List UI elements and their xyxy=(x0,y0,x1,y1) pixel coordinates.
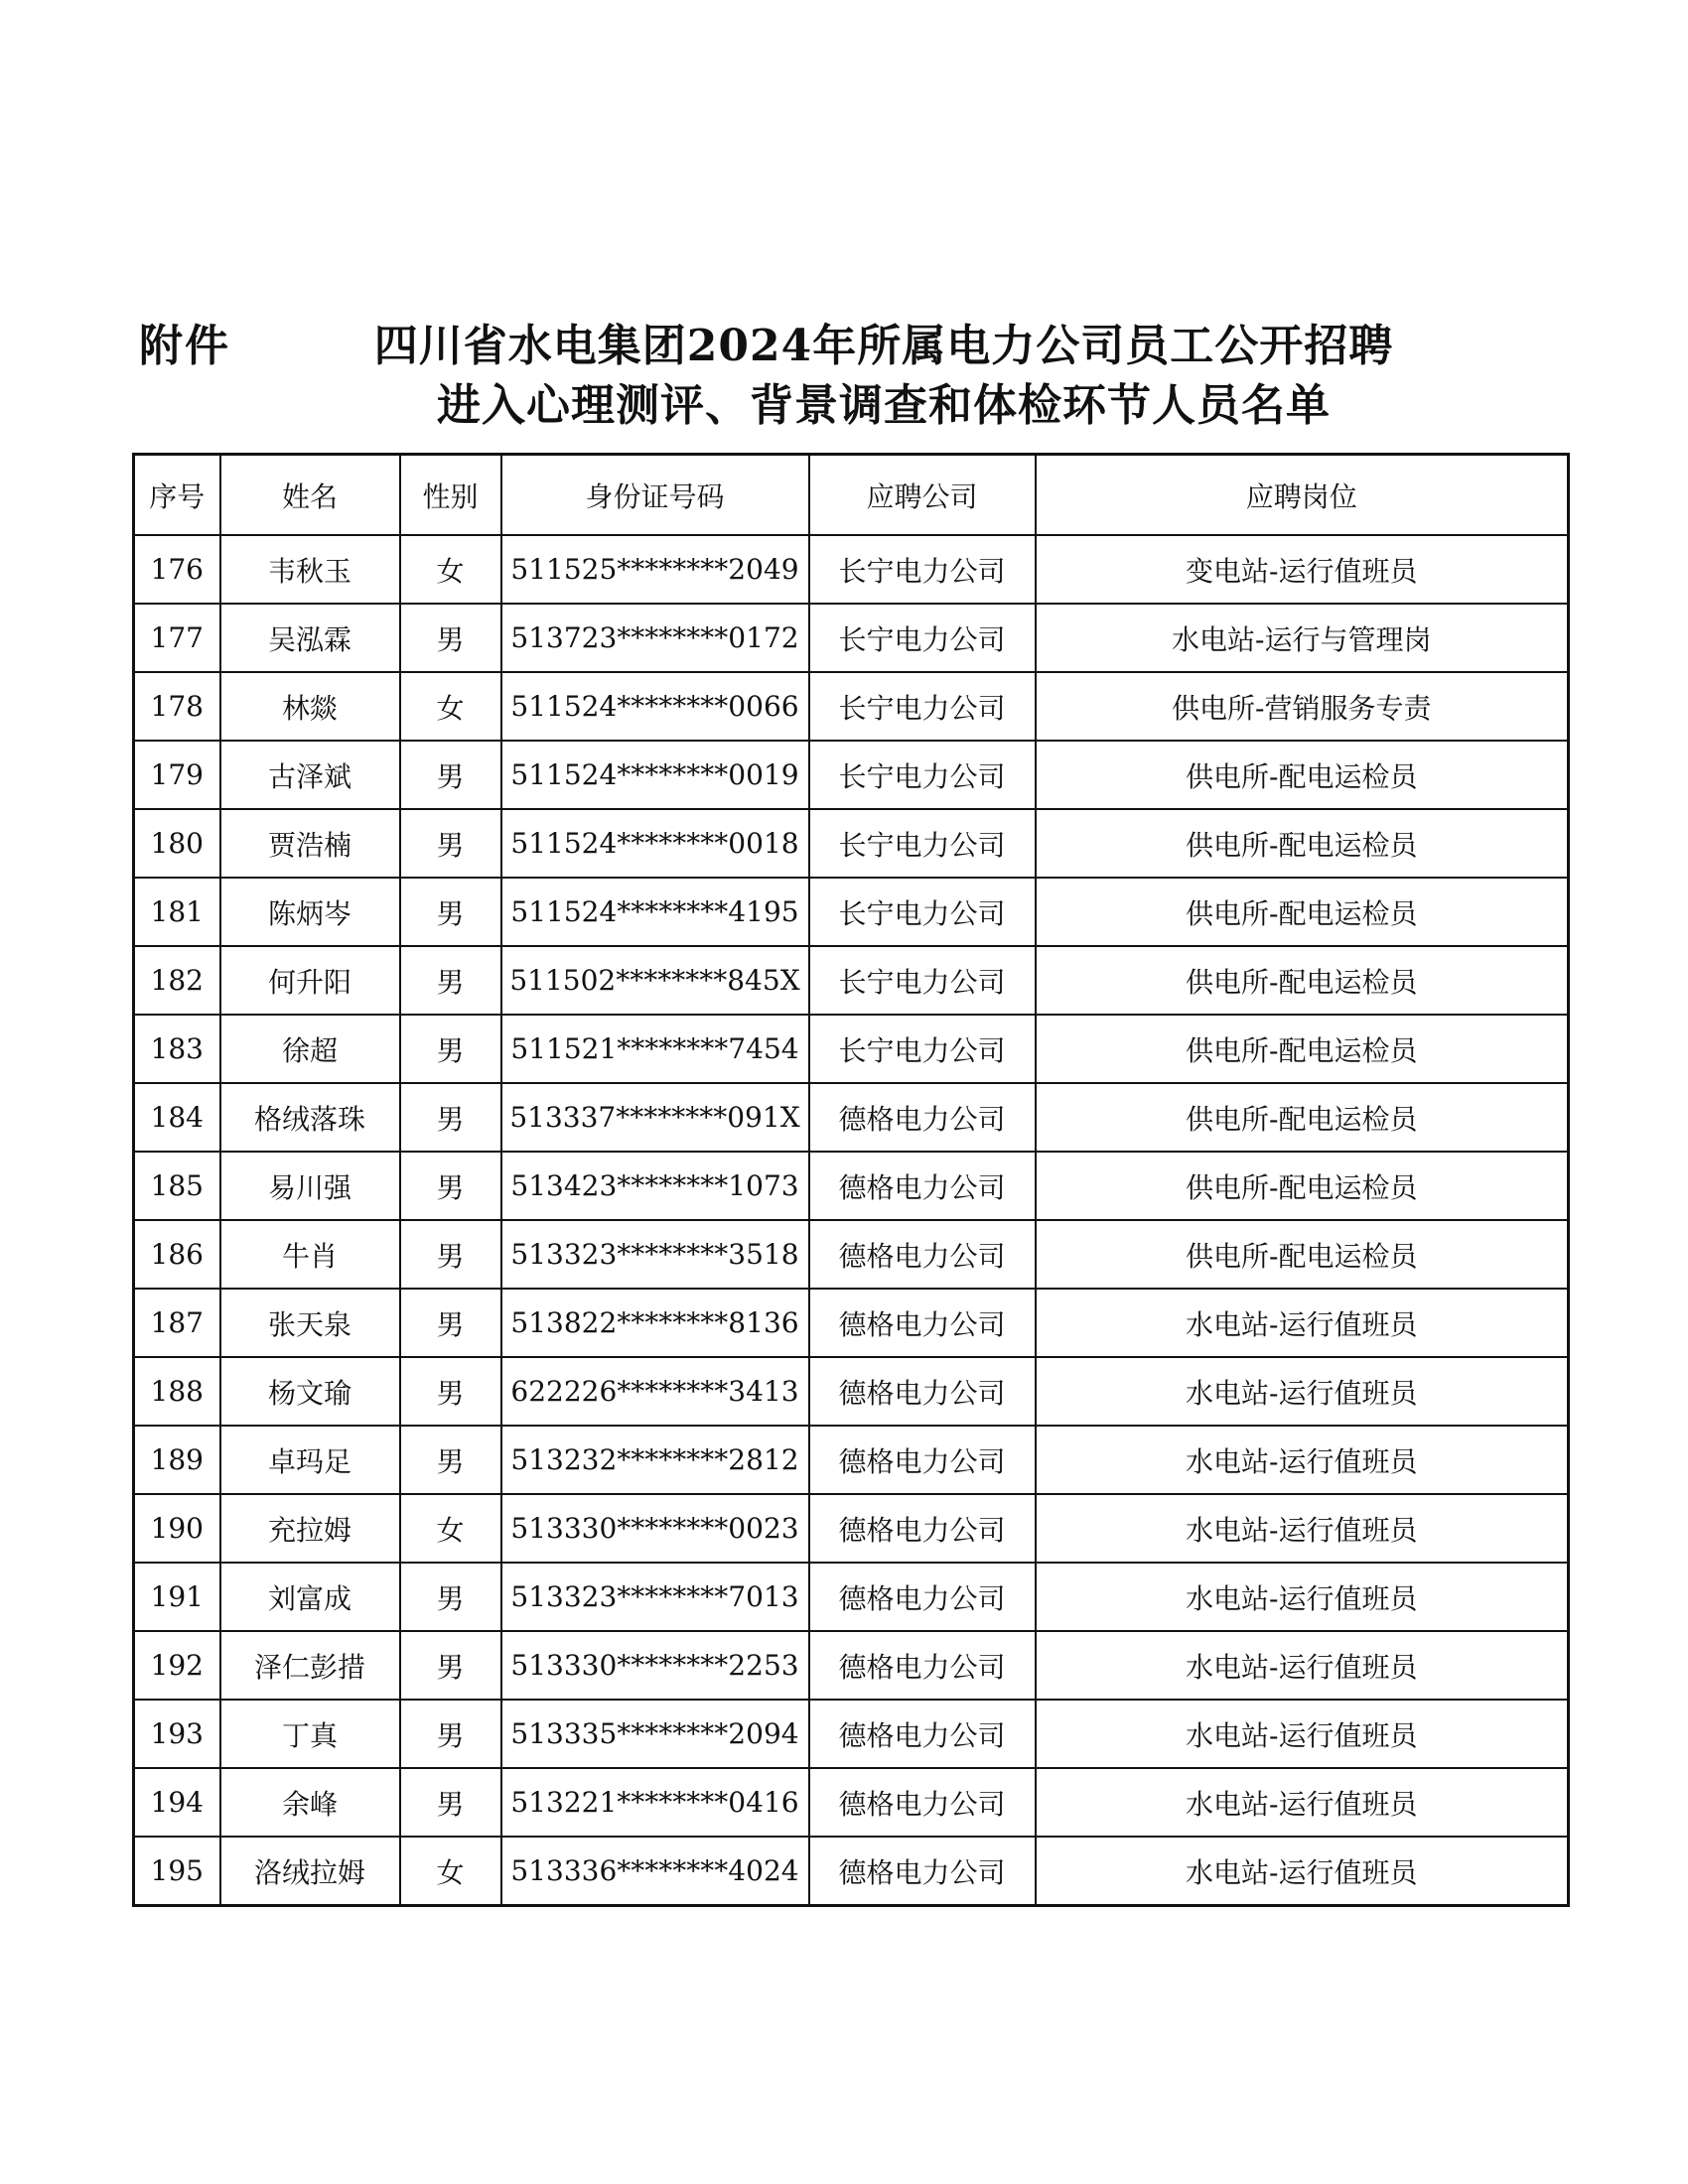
id-number-cell: 513335********2094 xyxy=(501,1700,809,1768)
table-row xyxy=(134,1357,1569,1426)
seq-cell: 177 xyxy=(134,604,220,672)
table-row xyxy=(134,1426,1569,1494)
position-cell: 供电所-配电运检员 xyxy=(1036,1083,1569,1152)
position-cell: 水电站-运行值班员 xyxy=(1036,1289,1569,1357)
gender-cell: 男 xyxy=(400,741,501,809)
seq-cell: 188 xyxy=(134,1357,220,1426)
table-row xyxy=(134,1768,1569,1837)
id-number-cell: 513221********0416 xyxy=(501,1768,809,1837)
id-number-cell: 513323********3518 xyxy=(501,1220,809,1289)
name-cell: 徐超 xyxy=(220,1015,400,1083)
gender-cell: 女 xyxy=(400,1837,501,1906)
seq-cell: 194 xyxy=(134,1768,220,1837)
position-cell: 供电所-配电运检员 xyxy=(1036,946,1569,1015)
name-cell: 古泽斌 xyxy=(220,741,400,809)
company-cell: 德格电力公司 xyxy=(809,1768,1036,1837)
company-cell: 德格电力公司 xyxy=(809,1563,1036,1631)
table-row xyxy=(134,1631,1569,1700)
position-cell: 水电站-运行值班员 xyxy=(1036,1631,1569,1700)
id-number-cell: 513336********4024 xyxy=(501,1837,809,1906)
company-cell: 长宁电力公司 xyxy=(809,604,1036,672)
gender-cell: 男 xyxy=(400,1220,501,1289)
gender-cell: 男 xyxy=(400,1631,501,1700)
gender-cell: 男 xyxy=(400,1015,501,1083)
header-name: 姓名 xyxy=(220,455,400,536)
name-cell: 林燚 xyxy=(220,672,400,741)
gender-cell: 男 xyxy=(400,1768,501,1837)
company-cell: 长宁电力公司 xyxy=(809,535,1036,604)
position-cell: 供电所-营销服务专责 xyxy=(1036,672,1569,741)
table-row xyxy=(134,1015,1569,1083)
gender-cell: 男 xyxy=(400,878,501,946)
name-cell: 卓玛足 xyxy=(220,1426,400,1494)
position-cell: 供电所-配电运检员 xyxy=(1036,1015,1569,1083)
table-row xyxy=(134,1837,1569,1906)
company-cell: 德格电力公司 xyxy=(809,1700,1036,1768)
seq-cell: 191 xyxy=(134,1563,220,1631)
position-cell: 水电站-运行值班员 xyxy=(1036,1700,1569,1768)
company-cell: 德格电力公司 xyxy=(809,1357,1036,1426)
id-number-cell: 511524********0066 xyxy=(501,672,809,741)
position-cell: 水电站-运行值班员 xyxy=(1036,1426,1569,1494)
seq-cell: 193 xyxy=(134,1700,220,1768)
name-cell: 刘富成 xyxy=(220,1563,400,1631)
id-number-cell: 513337********091X xyxy=(501,1083,809,1152)
gender-cell: 男 xyxy=(400,1357,501,1426)
company-cell: 德格电力公司 xyxy=(809,1220,1036,1289)
seq-cell: 178 xyxy=(134,672,220,741)
position-cell: 水电站-运行值班员 xyxy=(1036,1357,1569,1426)
position-cell: 供电所-配电运检员 xyxy=(1036,741,1569,809)
id-number-cell: 513423********1073 xyxy=(501,1152,809,1220)
id-number-cell: 513232********2812 xyxy=(501,1426,809,1494)
table-row xyxy=(134,1289,1569,1357)
position-cell: 水电站-运行值班员 xyxy=(1036,1494,1569,1563)
company-cell: 长宁电力公司 xyxy=(809,741,1036,809)
table-body xyxy=(134,535,1569,1906)
table-row xyxy=(134,1152,1569,1220)
seq-cell: 184 xyxy=(134,1083,220,1152)
position-cell: 水电站-运行与管理岗 xyxy=(1036,604,1569,672)
gender-cell: 男 xyxy=(400,809,501,878)
company-cell: 德格电力公司 xyxy=(809,1494,1036,1563)
header-seq: 序号 xyxy=(134,455,220,536)
name-cell: 韦秋玉 xyxy=(220,535,400,604)
company-cell: 德格电力公司 xyxy=(809,1083,1036,1152)
table-row xyxy=(134,946,1569,1015)
name-cell: 格绒落珠 xyxy=(220,1083,400,1152)
position-cell: 水电站-运行值班员 xyxy=(1036,1563,1569,1631)
personnel-table xyxy=(132,453,1570,1907)
seq-cell: 179 xyxy=(134,741,220,809)
seq-cell: 186 xyxy=(134,1220,220,1289)
table-row xyxy=(134,809,1569,878)
header-id-number: 身份证号码 xyxy=(501,455,809,536)
seq-cell: 183 xyxy=(134,1015,220,1083)
id-number-cell: 513330********2253 xyxy=(501,1631,809,1700)
attachment-label: 附件 xyxy=(139,321,230,371)
table-row xyxy=(134,1220,1569,1289)
id-number-cell: 513330********0023 xyxy=(501,1494,809,1563)
table-row xyxy=(134,672,1569,741)
document-title-line-1: 四川省水电集团2024年所属电力公司员工公开招聘 xyxy=(373,321,1394,371)
position-cell: 供电所-配电运检员 xyxy=(1036,809,1569,878)
company-cell: 德格电力公司 xyxy=(809,1289,1036,1357)
name-cell: 易川强 xyxy=(220,1152,400,1220)
position-cell: 供电所-配电运检员 xyxy=(1036,1220,1569,1289)
company-cell: 长宁电力公司 xyxy=(809,809,1036,878)
id-number-cell: 513723********0172 xyxy=(501,604,809,672)
name-cell: 充拉姆 xyxy=(220,1494,400,1563)
gender-cell: 女 xyxy=(400,672,501,741)
gender-cell: 男 xyxy=(400,1700,501,1768)
name-cell: 丁真 xyxy=(220,1700,400,1768)
name-cell: 何升阳 xyxy=(220,946,400,1015)
name-cell: 杨文瑜 xyxy=(220,1357,400,1426)
header-position: 应聘岗位 xyxy=(1036,455,1569,536)
position-cell: 供电所-配电运检员 xyxy=(1036,878,1569,946)
id-number-cell: 511521********7454 xyxy=(501,1015,809,1083)
gender-cell: 男 xyxy=(400,1083,501,1152)
gender-cell: 男 xyxy=(400,946,501,1015)
document-title-line-2: 进入心理测评、背景调查和体检环节人员名单 xyxy=(437,380,1331,431)
name-cell: 洛绒拉姆 xyxy=(220,1837,400,1906)
name-cell: 贾浩楠 xyxy=(220,809,400,878)
table-row xyxy=(134,1083,1569,1152)
position-cell: 水电站-运行值班员 xyxy=(1036,1768,1569,1837)
company-cell: 长宁电力公司 xyxy=(809,878,1036,946)
id-number-cell: 622226********3413 xyxy=(501,1357,809,1426)
position-cell: 变电站-运行值班员 xyxy=(1036,535,1569,604)
position-cell: 水电站-运行值班员 xyxy=(1036,1837,1569,1906)
company-cell: 长宁电力公司 xyxy=(809,1015,1036,1083)
seq-cell: 185 xyxy=(134,1152,220,1220)
gender-cell: 女 xyxy=(400,535,501,604)
company-cell: 长宁电力公司 xyxy=(809,946,1036,1015)
id-number-cell: 511525********2049 xyxy=(501,535,809,604)
table-row xyxy=(134,878,1569,946)
gender-cell: 男 xyxy=(400,1152,501,1220)
gender-cell: 男 xyxy=(400,604,501,672)
seq-cell: 181 xyxy=(134,878,220,946)
seq-cell: 195 xyxy=(134,1837,220,1906)
id-number-cell: 511524********0019 xyxy=(501,741,809,809)
id-number-cell: 513822********8136 xyxy=(501,1289,809,1357)
id-number-cell: 513323********7013 xyxy=(501,1563,809,1631)
table-header-row xyxy=(134,455,1569,536)
position-cell: 供电所-配电运检员 xyxy=(1036,1152,1569,1220)
seq-cell: 189 xyxy=(134,1426,220,1494)
gender-cell: 男 xyxy=(400,1563,501,1631)
seq-cell: 176 xyxy=(134,535,220,604)
gender-cell: 女 xyxy=(400,1494,501,1563)
table-row xyxy=(134,1563,1569,1631)
name-cell: 泽仁彭措 xyxy=(220,1631,400,1700)
header-company: 应聘公司 xyxy=(809,455,1036,536)
id-number-cell: 511502********845X xyxy=(501,946,809,1015)
name-cell: 张天泉 xyxy=(220,1289,400,1357)
name-cell: 余峰 xyxy=(220,1768,400,1837)
name-cell: 吴泓霖 xyxy=(220,604,400,672)
name-cell: 陈炳岑 xyxy=(220,878,400,946)
id-number-cell: 511524********0018 xyxy=(501,809,809,878)
seq-cell: 187 xyxy=(134,1289,220,1357)
company-cell: 长宁电力公司 xyxy=(809,672,1036,741)
table-row xyxy=(134,535,1569,604)
seq-cell: 192 xyxy=(134,1631,220,1700)
header-gender: 性别 xyxy=(400,455,501,536)
name-cell: 牛肖 xyxy=(220,1220,400,1289)
company-cell: 德格电力公司 xyxy=(809,1426,1036,1494)
table-row xyxy=(134,1700,1569,1768)
gender-cell: 男 xyxy=(400,1426,501,1494)
id-number-cell: 511524********4195 xyxy=(501,878,809,946)
table-row xyxy=(134,741,1569,809)
table-row xyxy=(134,604,1569,672)
gender-cell: 男 xyxy=(400,1289,501,1357)
company-cell: 德格电力公司 xyxy=(809,1631,1036,1700)
company-cell: 德格电力公司 xyxy=(809,1837,1036,1906)
seq-cell: 182 xyxy=(134,946,220,1015)
seq-cell: 190 xyxy=(134,1494,220,1563)
seq-cell: 180 xyxy=(134,809,220,878)
table-row xyxy=(134,1494,1569,1563)
company-cell: 德格电力公司 xyxy=(809,1152,1036,1220)
